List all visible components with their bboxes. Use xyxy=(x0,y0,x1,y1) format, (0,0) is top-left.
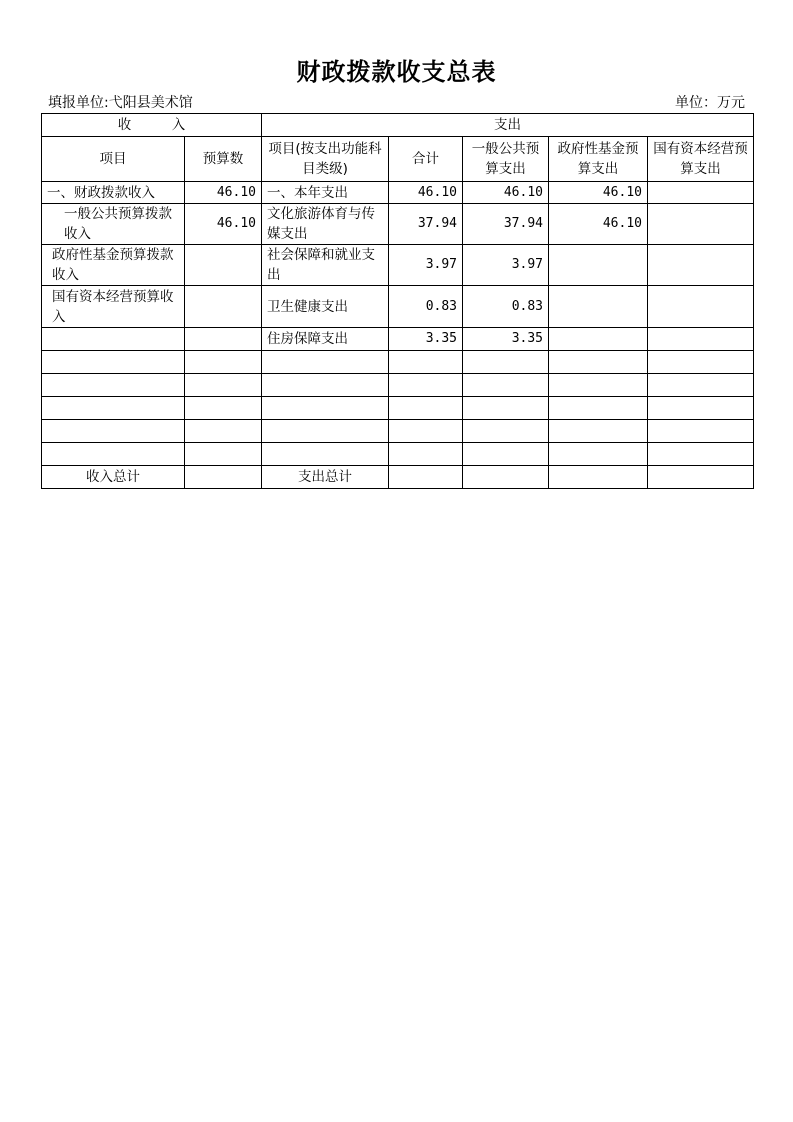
total-header: 合计 xyxy=(389,137,463,182)
total-cell: 46.10 xyxy=(389,182,463,204)
total-cell: 0.83 xyxy=(389,286,463,328)
empty-cell xyxy=(549,374,648,397)
empty-cell xyxy=(185,420,262,443)
header-group-row xyxy=(42,114,754,137)
filing-unit: 填报单位:弋阳县美术馆 xyxy=(48,95,193,111)
empty-cell xyxy=(389,397,463,420)
table-row xyxy=(42,204,754,245)
empty-cell xyxy=(42,351,185,374)
empty-cell xyxy=(463,397,549,420)
empty-cell xyxy=(549,443,648,466)
empty-cell xyxy=(185,374,262,397)
empty-cell xyxy=(262,420,389,443)
expense-group-header: 支出 xyxy=(262,114,754,137)
gov-fund-cell: 46.10 xyxy=(549,204,648,245)
empty-cell xyxy=(463,443,549,466)
gov-fund-cell xyxy=(549,328,648,351)
income-budget-cell: 46.10 xyxy=(185,204,262,245)
header-column-row xyxy=(42,137,754,182)
empty-cell xyxy=(42,443,185,466)
empty-cell xyxy=(185,351,262,374)
state-capital-total xyxy=(648,466,754,489)
total-cell: 3.35 xyxy=(389,328,463,351)
income-item-cell: 一般公共预算拨款收入 xyxy=(42,204,185,245)
empty-cell xyxy=(42,374,185,397)
state-capital-cell xyxy=(648,182,754,204)
income-item-header: 项目 xyxy=(42,137,185,182)
income-total-value xyxy=(185,466,262,489)
expense-item-cell: 一、本年支出 xyxy=(262,182,389,204)
income-item-cell: 一、财政拨款收入 xyxy=(42,182,185,204)
empty-cell xyxy=(549,397,648,420)
empty-cell xyxy=(648,351,754,374)
totals-row xyxy=(42,466,754,489)
empty-cell xyxy=(262,374,389,397)
expense-item-cell: 卫生健康支出 xyxy=(262,286,389,328)
empty-cell xyxy=(463,374,549,397)
income-item-cell: 政府性基金预算拨款收入 xyxy=(42,245,185,286)
empty-cell xyxy=(648,443,754,466)
empty-row xyxy=(42,374,754,397)
empty-cell xyxy=(549,420,648,443)
income-budget-cell xyxy=(185,245,262,286)
gov-fund-total xyxy=(549,466,648,489)
empty-row xyxy=(42,420,754,443)
empty-cell xyxy=(262,351,389,374)
gov-fund-cell: 46.10 xyxy=(549,182,648,204)
state-capital-cell xyxy=(648,204,754,245)
empty-cell xyxy=(389,420,463,443)
total-cell: 3.97 xyxy=(389,245,463,286)
income-total-label: 收入总计 xyxy=(42,466,185,489)
empty-cell xyxy=(389,443,463,466)
gov-fund-cell xyxy=(549,286,648,328)
income-budget-cell: 46.10 xyxy=(185,182,262,204)
general-public-cell: 3.97 xyxy=(463,245,549,286)
state-capital-cell xyxy=(648,245,754,286)
gov-fund-header: 政府性基金预算支出 xyxy=(549,137,648,182)
general-public-cell: 0.83 xyxy=(463,286,549,328)
empty-cell xyxy=(185,443,262,466)
empty-cell xyxy=(648,374,754,397)
expense-item-header: 项目(按支出功能科目类级) xyxy=(262,137,389,182)
empty-row xyxy=(42,443,754,466)
empty-row xyxy=(42,397,754,420)
empty-row xyxy=(42,351,754,374)
empty-cell xyxy=(262,443,389,466)
expense-item-cell: 住房保障支出 xyxy=(262,328,389,351)
empty-cell xyxy=(389,351,463,374)
budget-summary-table xyxy=(41,113,754,489)
empty-cell xyxy=(463,420,549,443)
general-public-cell: 3.35 xyxy=(463,328,549,351)
empty-cell xyxy=(389,374,463,397)
empty-cell xyxy=(648,420,754,443)
expense-total-label: 支出总计 xyxy=(262,466,389,489)
currency-unit: 单位：万元 xyxy=(675,95,745,111)
general-public-total xyxy=(463,466,549,489)
empty-cell xyxy=(549,351,648,374)
empty-cell xyxy=(42,420,185,443)
empty-cell xyxy=(648,397,754,420)
expense-total-value xyxy=(389,466,463,489)
general-public-header: 一般公共预算支出 xyxy=(463,137,549,182)
empty-cell xyxy=(463,351,549,374)
income-group-header: 收 入 xyxy=(42,114,262,137)
state-capital-cell xyxy=(648,286,754,328)
income-budget-cell xyxy=(185,286,262,328)
income-budget-cell xyxy=(185,328,262,351)
state-capital-header: 国有资本经营预算支出 xyxy=(648,137,754,182)
empty-cell xyxy=(42,397,185,420)
expense-item-cell: 社会保障和就业支出 xyxy=(262,245,389,286)
income-item-cell xyxy=(42,328,185,351)
table-row xyxy=(42,182,754,204)
total-cell: 37.94 xyxy=(389,204,463,245)
table-row xyxy=(42,286,754,328)
empty-cell xyxy=(185,397,262,420)
table-row xyxy=(42,245,754,286)
gov-fund-cell xyxy=(549,245,648,286)
income-item-cell: 国有资本经营预算收入 xyxy=(42,286,185,328)
expense-item-cell: 文化旅游体育与传媒支出 xyxy=(262,204,389,245)
general-public-cell: 46.10 xyxy=(463,182,549,204)
income-budget-header: 预算数 xyxy=(185,137,262,182)
table-row xyxy=(42,328,754,351)
general-public-cell: 37.94 xyxy=(463,204,549,245)
state-capital-cell xyxy=(648,328,754,351)
empty-cell xyxy=(262,397,389,420)
page-title: 财政拨款收支总表 xyxy=(296,58,497,86)
